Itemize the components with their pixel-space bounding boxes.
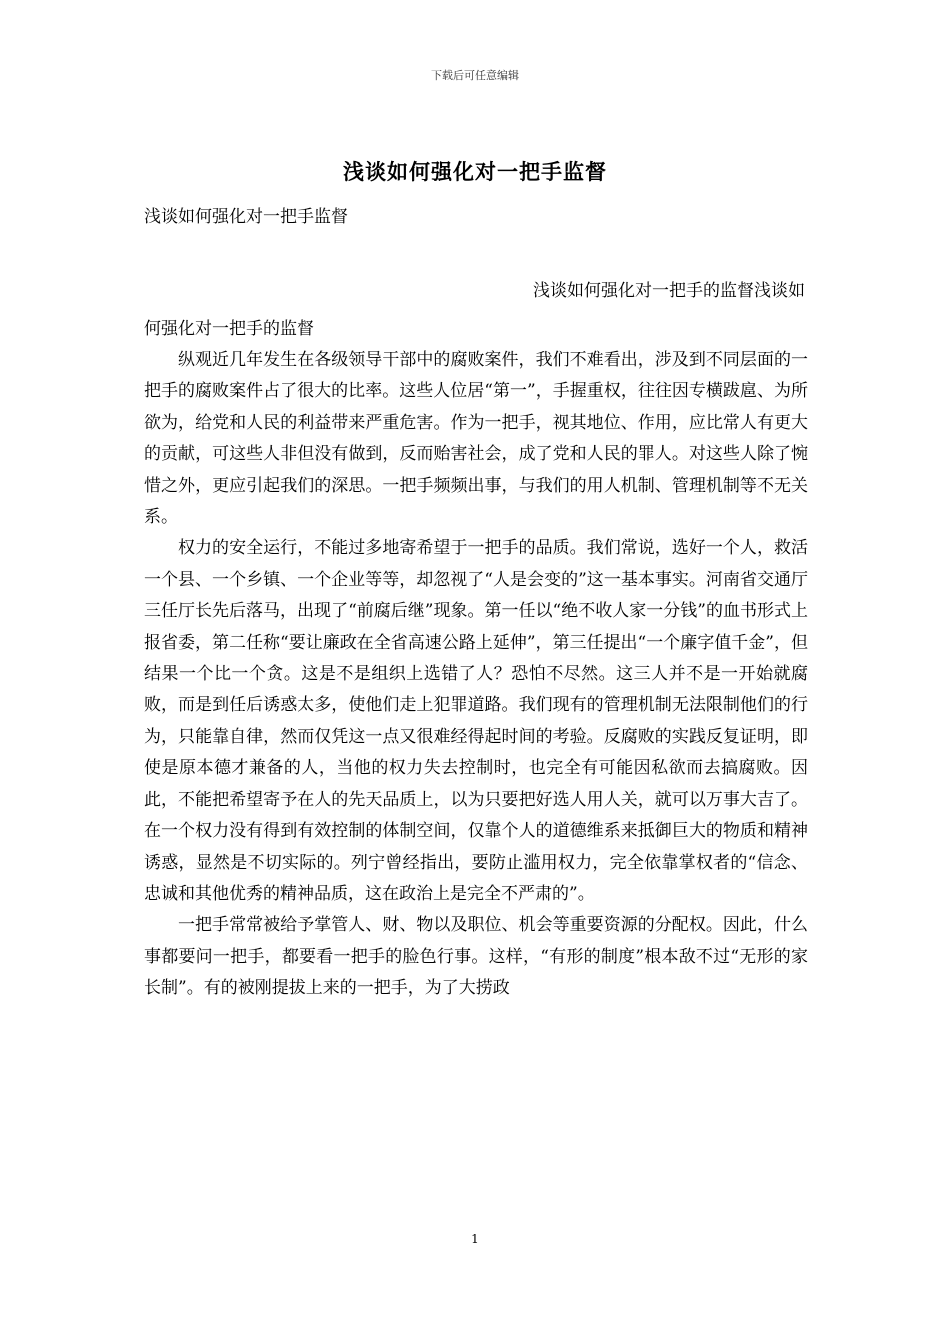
header-note: 下载后可任意编辑 (431, 69, 519, 82)
abstract-line-1: 浅谈如何强化对一把手的监督浅谈如 (533, 281, 805, 301)
paragraph: 纵观近几年发生在各级领导干部中的腐败案件，我们不难看出，涉及到不同层面的一把手的腐败案件占了很大的比率。这些人位居“第一”，手握重权，往往因专横跋扈、为所欲为，给党和人民的利益带来严重危害。作为一把手，视其地位、作用，应比常人有更大的贡献，可这些人非但没有做到，反而贻害社会，成了党和人民的罪人。对这些人除了惋惜之外，更应引起我们的深思。一把手频频出事，与我们的用人机制、管理机制等不无关系。 (144, 350, 808, 528)
paragraph: 一把手常常被给予掌管人、财、物以及职位、机会等重要资源的分配权。因此，什么事都要问一把手，都要看一把手的脸色行事。这样，“有形的制度”根本敌不过“无形的家长制”。有的被刚提拔上来的一把手，为了大捞政 (144, 915, 808, 999)
page-number: 1 (471, 1232, 479, 1246)
document-body (144, 345, 808, 1005)
document-subtitle: 浅谈如何强化对一把手监督 (144, 207, 348, 227)
abstract-line-2: 何强化对一把手的监督 (144, 319, 314, 339)
document-title: 浅谈如何强化对一把手监督 (343, 159, 607, 184)
paragraph: 权力的安全运行，不能过多地寄希望于一把手的品质。我们常说，选好一个人，救活一个县、一个乡镇、一个企业等等，却忽视了“人是会变的”这一基本事实。河南省交通厅三任厅长先后落马，出现了“前腐后继”现象。第一任以“绝不收人家一分钱”的血书形式上报省委，第二任称“要让廉政在全省高速公路上延伸”，第三任提出“一个廉字值千金”，但结果一个比一个贪。这是不是组织上选错了人？恐怕不尽然。这三人并不是一开始就腐败，而是到任后诱惑太多，使他们走上犯罪道路。我们现有的管理机制无法限制他们的行为，只能靠自律，然而仅凭这一点又很难经得起时间的考验。反腐败的实践反复证明，即使是原本德才兼备的人，当他的权力失去控制时，也完全有可能因私欲而去搞腐败。因此，不能把希望寄予在人的先天品质上，以为只要把好选人用人关，就可以万事大吉了。在一个权力没有得到有效控制的体制空间，仅靠个人的道德维系来抵御巨大的物质和精神诱惑，显然是不切实际的。列宁曾经指出，要防止滥用权力，完全依靠掌权者的“信念、忠诚和其他优秀的精神品质，这在政治上是完全不严肃的”。 (144, 538, 808, 904)
